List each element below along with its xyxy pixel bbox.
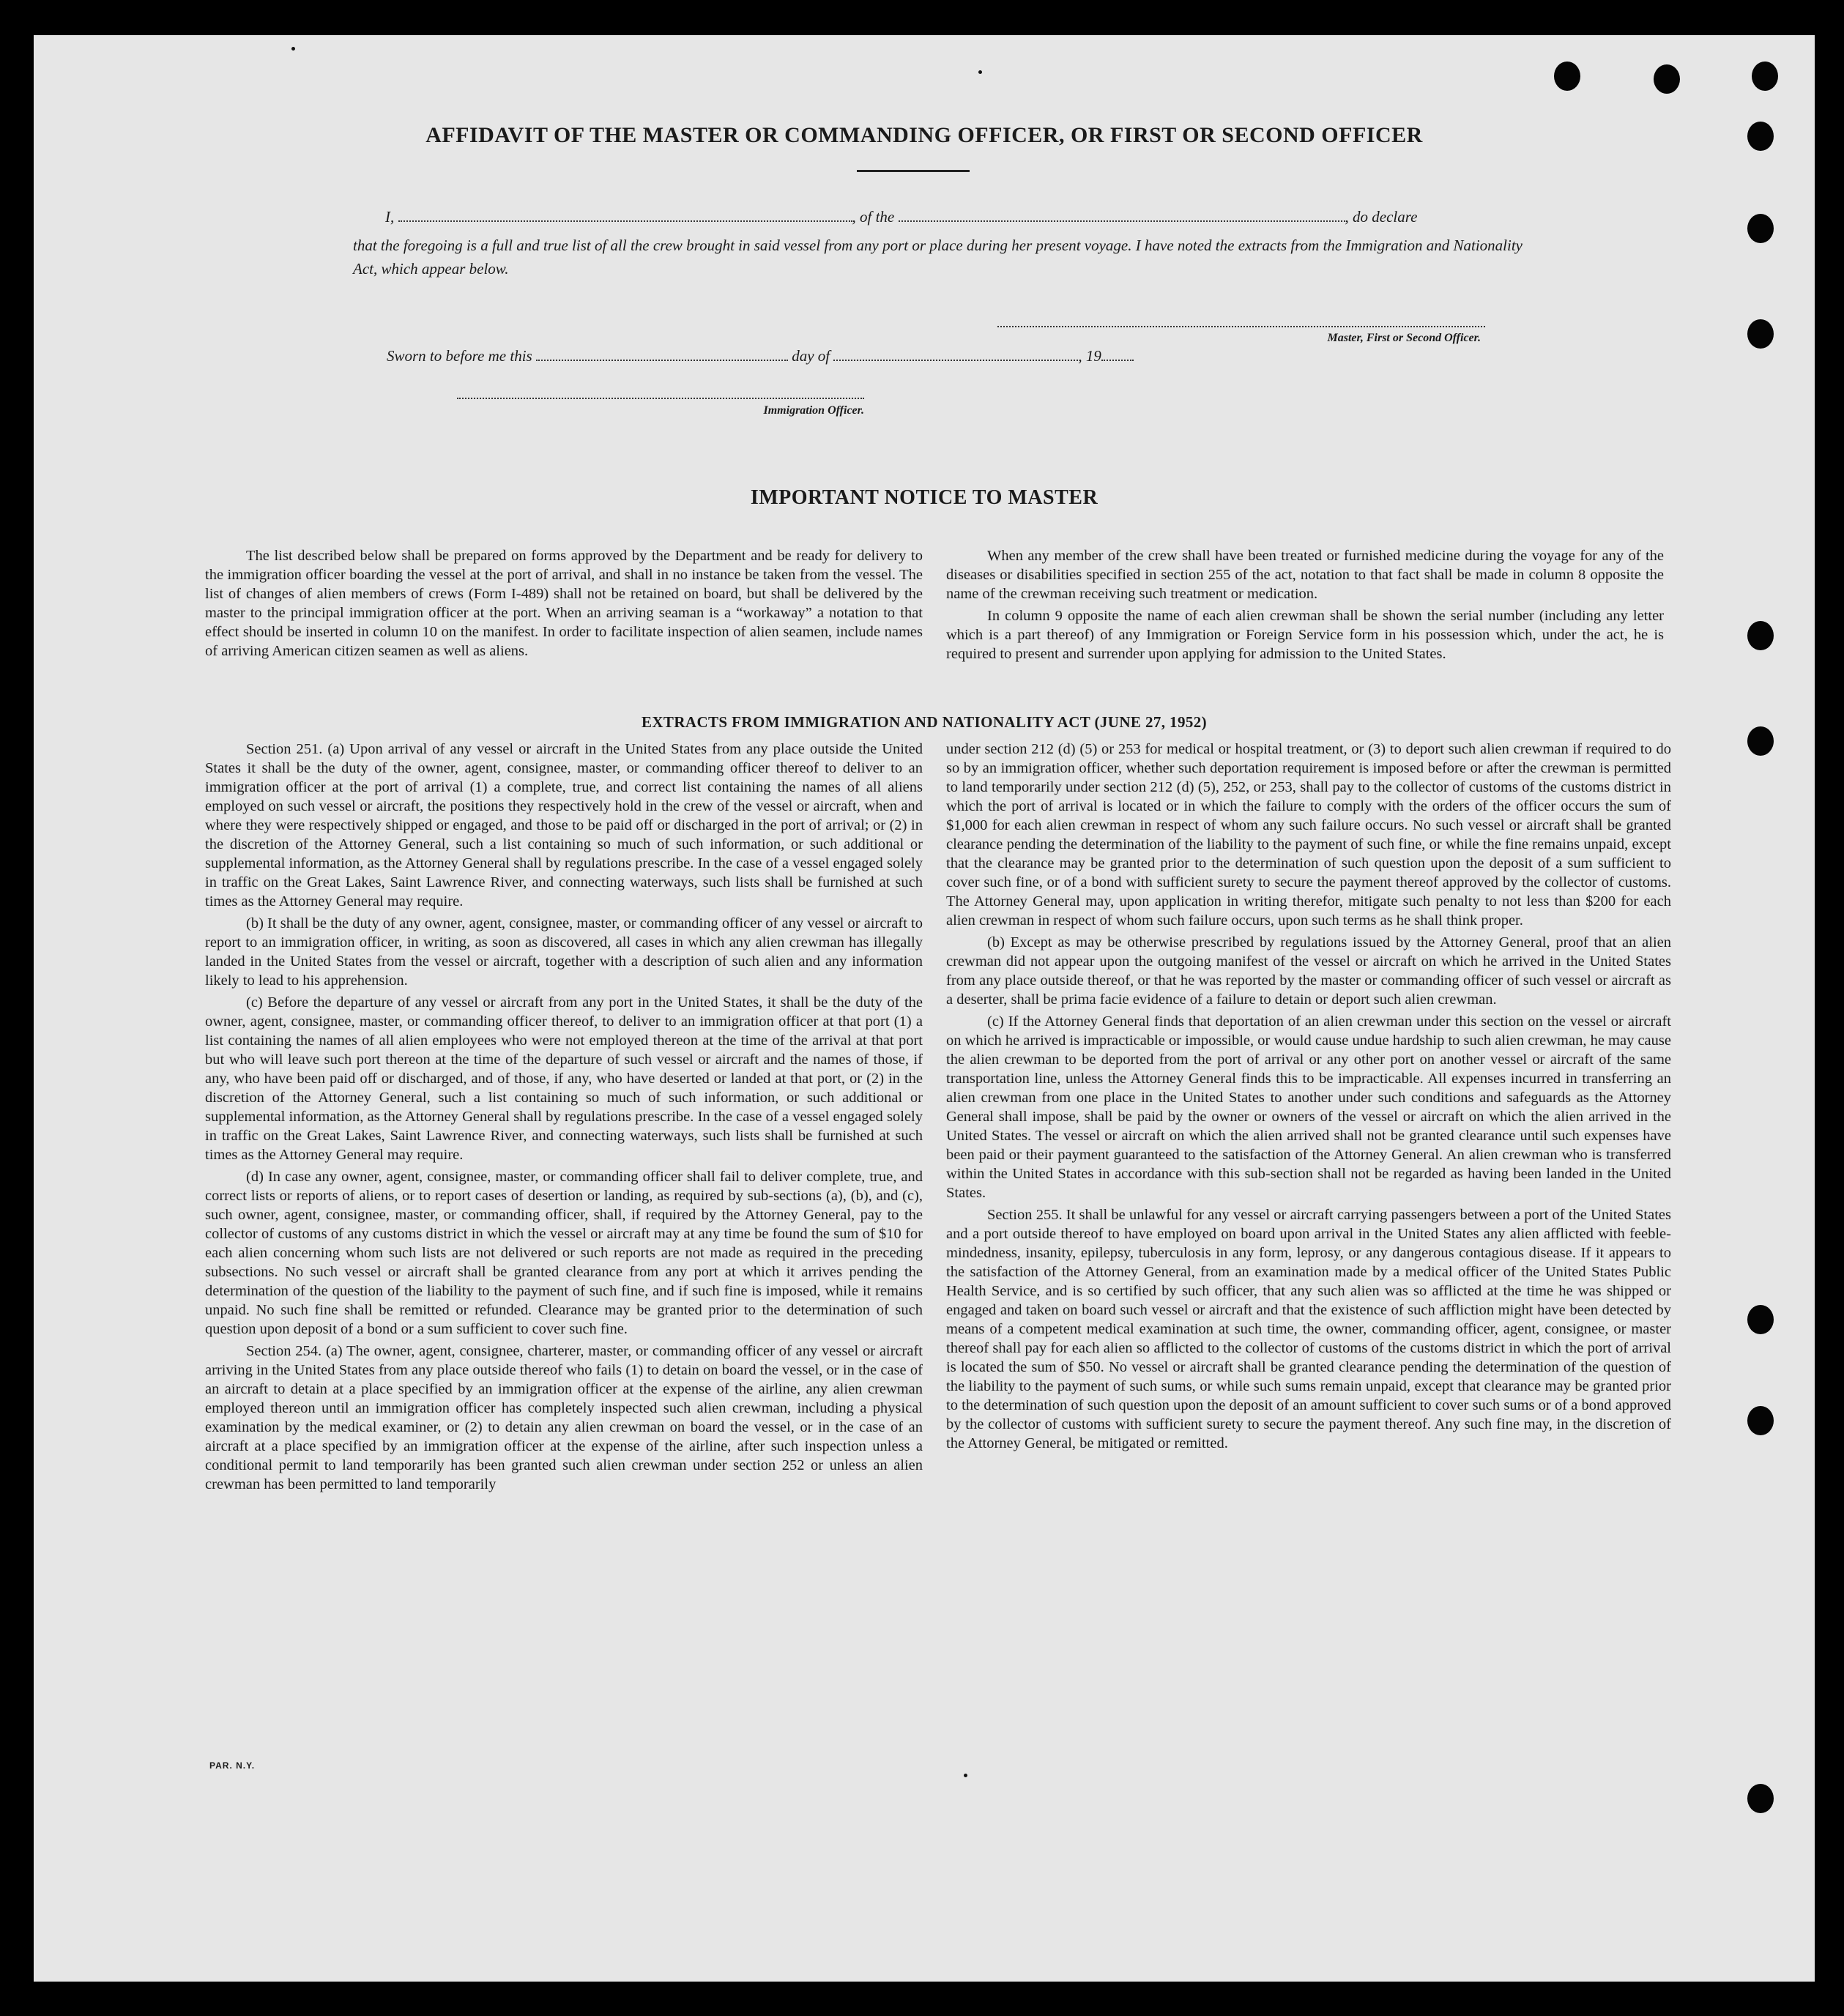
i-label: I, [385, 208, 395, 226]
declaration-text: that the foregoing is a full and true list of all the crew brought in said vessel from any port or place during her present voyage. I have noted the extracts from the Immigration and Nationality Act, which appear below. [353, 237, 1523, 278]
binder-hole [1747, 1305, 1774, 1334]
sworn-label: Sworn to before me this [387, 347, 532, 365]
act-paragraph: under section 212 (d) (5) or 253 for medical or hospital treatment, or (3) to deport such alien crewman if required to do so by an immigration officer, whether such deportation requirement is imposed before or after the crewman is permitted to land temporarily under section 212 (d) (5), 252, or 253, shall pay to the collector of customs of the customs district in which the port of arrival is located or in which the failure to comply with the orders of the officer occurs the sum of $1,000 for each alien crewman in respect of whom any such failure occurs. No such vessel or aircraft shall be granted clearance pending the determination of the liability to the payment of such fine, or while the fine remains unpaid, except that the clearance may be granted prior to the determination of such question upon the deposit of a sum sufficient to cover such fine, or of a bond with sufficient surety to secure the payment thereof approved by the collector of customs. The Attorney General may, upon application in writing therefor, mitigate such penalty to not less than $200 for each alien crewman in respect of whom such failure occurs, upon such terms as he shall think proper. [946, 741, 1671, 929]
act-paragraph: Section 251. (a) Upon arrival of any vessel or aircraft in the United States from any place outside the United States it shall be the duty of the owner, agent, consignee, master, or commanding officer thereof to deliver to an immigration officer at the port of arrival (1) a complete, true, and correct list containing the names of all aliens employed on such vessel or aircraft, the positions they respectively hold in the crew of the vessel or aircraft, when and where they were respectively shipped or engaged, and those to be paid off or discharged in the port of arrival; or (2) in the discretion of the Attorney General, such a list containing so much of such information, or such additional or supplemental information, as the Attorney General shall by regulations prescribe. In the case of a vessel engaged solely in traffic on the Great Lakes, Saint Lawrence River, and connecting waterways, such lists shall be furnished at such times as the Attorney General may require. [205, 741, 923, 910]
name-field[interactable] [398, 207, 852, 222]
of-the-label: , of the [852, 208, 895, 226]
title-divider [857, 170, 970, 172]
binder-hole [1747, 1784, 1774, 1813]
binder-hole [1747, 214, 1774, 243]
binder-hole [1747, 621, 1774, 650]
sworn-month-field[interactable] [833, 346, 1078, 361]
act-paragraph: Section 255. It shall be unlawful for any vessel or aircraft carrying passengers between a port of the United States and a port outside thereof to have employed on board upon arrival in the United States any alien afflicted with feeble-mindedness, insanity, epilepsy, tuberculosis in any form, leprosy, or any dangerous contagious disease. If it appears to the satisfaction of the Attorney General, from an examination made by a medical officer of the United States Public Health Service, and is so certified by such officer, that any such alien was so afflicted at the time he was shipped or engaged and taken on board such vessel or aircraft and that the existence of such affliction might have been detected by means of a competent medical examination at such time, the owner, commanding officer, agent, consignee, or master thereof shall pay for each alien so afflicted to the collector of customs of the customs district in which the port of arrival is located the sum of $50. No vessel or aircraft shall be granted clearance pending the determination of the question of the liability to the payment of such sums, or while such sums remain unpaid, except that clearance may be granted prior to the determination of such question upon the deposit of an amount sufficient to cover such sums or of a bond approved by the collector of customs with sufficient surety to secure the payment thereof. Any such fine may, in the discretion of the Attorney General, be mitigated or remitted. [946, 1207, 1671, 1451]
binder-hole [1752, 62, 1778, 91]
sworn-fill-line [387, 346, 1265, 365]
master-signature-label: Master, First or Second Officer. [1327, 332, 1481, 344]
do-declare-label: , do declare [1345, 208, 1418, 226]
notice-right-column [946, 546, 1664, 663]
ink-speck [291, 47, 295, 51]
act-paragraph: (c) If the Attorney General finds that deportation of an alien crewman under this section on the vessel or aircraft on which he arrived is impracticable or impossible, or would cause undue hardship to such alien crewman, he may cause the alien crewman to be deported from the port of arrival or any other port on another vessel or aircraft of the same transportation line, unless the Attorney General finds this to be impracticable. All expenses incurred in transferring an alien crewman from one place in the United States to another under such conditions and safeguards as the Attorney General shall impose, shall be paid by the owner or owners of the vessel or aircraft on which the alien arrived in the United States. The vessel or aircraft on which the alien arrived shall not be granted clearance until such expenses have been paid or their payment guaranteed to the satisfaction of the Attorney General. An alien crewman who is transferred within the United States in accordance with this sub-section shall not be regarded as having been landed in the United States. [946, 1013, 1671, 1201]
notice-paragraph: The list described below shall be prepared on forms approved by the Department and be ready for delivery to the immigration officer boarding the vessel at the port of arrival, and shall in no instance be taken from the vessel. The list of changes of alien members of crews (Form I-489) shall not be retained on board, but shall be delivered by the master to the principal immigration officer at the port. When an arriving seaman is a “workaway” a notation to that effect should be inserted in column 10 on the manifest. In order to facilitate inspection of alien seamen, include names of arriving American citizen seamen as well as aliens. [205, 548, 923, 659]
extracts-title: EXTRACTS FROM IMMIGRATION AND NATIONALITY ACT (JUNE 27, 1952) [641, 713, 1208, 731]
year-label: , 19 [1078, 347, 1101, 365]
binder-hole [1554, 62, 1580, 91]
affidavit-title: AFFIDAVIT OF THE MASTER OR COMMANDING OFFICER, OR FIRST OR SECOND OFFICER [425, 123, 1423, 147]
notice-paragraph: When any member of the crew shall have been treated or furnished medicine during the voyage for any of the diseases or disabilities specified in section 255 of the act, notation to that fact shall be made in column 8 opposite the name of the crewman receiving such treatment or medication. [946, 548, 1664, 602]
act-paragraph: (b) Except as may be otherwise prescribed by regulations issued by the Attorney General, proof that an alien crewman did not appear upon the outgoing manifest of the vessel or aircraft on which he arrived in the United States from any place outside thereof, or that he was reported by the master or commanding officer of such vessel or aircraft as a deserter, shall be prima facie evidence of a failure to detain or deport such alien crewman. [946, 934, 1671, 1008]
day-of-label: day of [792, 347, 830, 365]
immigration-officer-label: Immigration Officer. [763, 404, 864, 417]
act-paragraph: (d) In case any owner, agent, consignee, master, or commanding officer shall fail to deliver complete, true, and correct lists or reports of aliens, or to report cases of desertion or landing, as required by sub-sections (a), (b), and (c), such owner, agent, consignee, master, or commanding officer, shall, if required by the Attorney General, pay to the collector of customs of any customs district in which the vessel or aircraft may at any time be found the sum of $10 for each alien concerning whom such lists are not delivered or such reports are not made as required in the preceding subsections. No such vessel or aircraft shall be granted clearance from any port at which it arrives pending the determination of the question of the liability to the payment of such fine, and if such fine is imposed, while it remains unpaid. No such fine shall be remitted or refunded. Clearance may be granted prior to the determination of such question upon deposit of a bond or a sum sufficient to cover such fine. [205, 1169, 923, 1337]
act-paragraph: (c) Before the departure of any vessel or aircraft from any port in the United States, it shall be the duty of the owner, agent, consignee, master, or commanding officer thereof, to deliver to an immigration officer at that port (1) a list containing the names of all alien employees who were not employed thereon at the time of the arrival at that port but who will leave such port thereon at the time of the departure of such vessel or aircraft and the names of those, if any, who have been paid off or discharged, and of those, if any, who have deserted or landed at that port, or (2) in the discretion of the Attorney General, such a list containing so much of such information, or such additional or supplemental information, as the Attorney General shall by regulations prescribe. In the case of a vessel engaged solely in traffic on the Great Lakes, Saint Lawrence River, and connecting waterways, such lists shall be furnished at such times as the Attorney General may require. [205, 994, 923, 1163]
binder-hole [1747, 319, 1774, 349]
master-signature-field[interactable] [997, 326, 1485, 327]
act-paragraph: (b) It shall be the duty of any owner, agent, consignee, master, or commanding officer of any vessel or aircraft to report to an immigration officer, in writing, as soon as discovered, all cases in which any alien crewman has illegally landed in the United States from the vessel or aircraft, together with a description of such alien and any information likely to lead to his apprehension. [205, 915, 923, 989]
sworn-day-field[interactable] [536, 346, 788, 361]
act-left-column [205, 740, 923, 1494]
ink-speck [978, 70, 982, 74]
notice-title: IMPORTANT NOTICE TO MASTER [750, 486, 1098, 509]
sworn-year-field[interactable] [1101, 346, 1134, 361]
binder-hole [1747, 1406, 1774, 1435]
notice-paragraph: In column 9 opposite the name of each alien crewman shall be shown the serial number (including any letter which is a part thereof) of any Immigration or Foreign Service form in his possession which, under the act, he is required to present and surrender upon applying for admission to the United States. [946, 608, 1664, 662]
act-paragraph: Section 254. (a) The owner, agent, consignee, charterer, master, or commanding officer of any vessel or aircraft arriving in the United States from any place outside thereof who fails (1) to detain on board the vessel, or in the case of an aircraft to detain at a place specified by an immigration officer at the expense of the airline, any alien crewman employed thereon until an immigration officer has completely inspected such alien crewman, including a physical examination by the medical examiner, or (2) to detain any alien crewman on board the vessel, or in the case of an aircraft at a place specified by an immigration officer at the expense of the airline, after such inspection unless a conditional permit to land temporarily has been granted such alien crewman under section 252 or unless an alien crewman has been permitted to land temporarily [205, 1343, 923, 1492]
ink-speck [964, 1774, 967, 1777]
immigration-officer-signature-field[interactable] [457, 398, 864, 399]
printer-mark: PAR. N.Y. [209, 1760, 256, 1771]
vessel-field[interactable] [899, 207, 1345, 222]
notice-left-column [205, 546, 923, 661]
form-page [34, 35, 1815, 1982]
declaration-fill-line [385, 207, 1528, 226]
binder-hole [1654, 64, 1680, 94]
act-right-column [946, 740, 1671, 1453]
